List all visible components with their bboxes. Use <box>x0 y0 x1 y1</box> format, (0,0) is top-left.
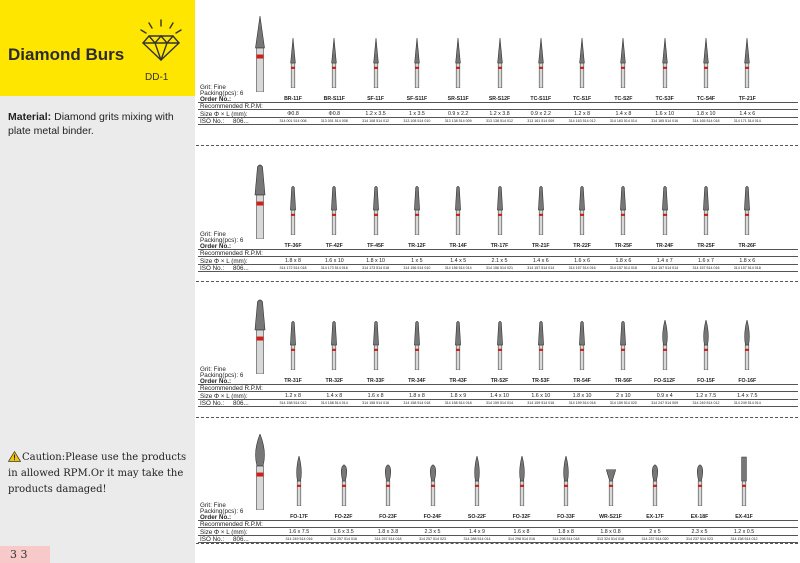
order-number: FO-15F <box>697 378 715 384</box>
row-label-iso: ISO No.: <box>200 400 225 407</box>
size-value: 1.8 x 0.8 <box>600 529 621 535</box>
iso-prefix: 806... <box>233 400 249 407</box>
bur-image <box>741 185 753 240</box>
section-divider <box>196 417 798 418</box>
caution-label: Caution <box>22 452 62 463</box>
size-value: 1.2 x 0.5 <box>733 529 755 535</box>
iso-number: 314 156 514 021 <box>486 266 513 270</box>
row-label-grit: Grit: Fine <box>200 366 226 373</box>
row-label-rpm: Recommended R.P.M: <box>200 385 263 392</box>
bur-image <box>741 38 753 93</box>
bur-image <box>700 38 712 93</box>
size-value: 1.8 x 10 <box>572 393 592 399</box>
size-value: 1.6 x 8 <box>367 393 384 399</box>
size-value: 1.4 x 6 <box>532 258 549 264</box>
iso-number: 314 158 514 016 <box>362 401 390 405</box>
iso-number: 314 298 514 016 <box>508 537 535 541</box>
order-number: TR-53F <box>532 378 550 384</box>
caution-text: :Please use the products in allowed RPM.Or it may take the products damaged! <box>8 452 187 495</box>
iso-number: 313 001 514 008 <box>320 119 348 123</box>
iso-number: 314 158 514 018 <box>444 401 472 405</box>
size-value: 1 x 5 <box>411 258 423 264</box>
material-text: Diamond grits mixing with plate metal binder. <box>8 111 174 137</box>
bur-image <box>452 185 464 240</box>
table-rule <box>198 399 798 400</box>
size-value: 1.6 x 10 <box>324 258 344 264</box>
size-value: 1.2 x 3.5 <box>365 111 386 117</box>
page-title: Diamond Burs <box>8 45 125 64</box>
table-rule <box>198 264 798 265</box>
order-number: TR-31F <box>284 378 302 384</box>
row-label-size: Size Φ × L (mm): <box>200 393 248 400</box>
bur-image <box>617 38 629 93</box>
size-value: 1.4 x 10 <box>490 393 509 399</box>
material-description <box>8 110 188 138</box>
reference-bur-image <box>251 434 269 515</box>
order-number: TC-S4F <box>696 96 716 102</box>
bur-image <box>328 38 340 93</box>
bur-image <box>535 38 547 93</box>
size-value: 1.6 x 6 <box>574 258 591 264</box>
bur-image <box>535 185 547 240</box>
row-label-order: Order No.: <box>200 514 232 521</box>
bur-image <box>471 456 483 511</box>
bur-image <box>659 185 671 240</box>
bur-image <box>452 320 464 375</box>
size-value: 1.4 x 6 <box>739 111 756 117</box>
size-value: 1.4 x 8 <box>326 393 343 399</box>
row-label-rpm: Recommended R.P.M: <box>200 250 263 257</box>
bur-image <box>287 320 299 375</box>
size-value: 2.3 x 5 <box>424 529 441 535</box>
size-value: 1.6 x 3.5 <box>333 529 354 535</box>
iso-number: 313 108 514 010 <box>403 119 431 123</box>
bur-image <box>700 320 712 375</box>
size-value: 1 x 3.5 <box>408 111 425 117</box>
iso-number: 314 158 514 018 <box>403 401 431 405</box>
iso-number: 314 158 514 012 <box>730 537 758 541</box>
size-value: 1.8 x 3.8 <box>377 529 399 535</box>
order-number: TR-26F <box>738 243 757 249</box>
row-label-iso: ISO No.: <box>200 265 225 272</box>
iso-number: 314 163 514 012 <box>568 119 596 123</box>
order-number: EX-18F <box>690 514 709 520</box>
order-number: FO-17F <box>290 514 308 520</box>
table-rule <box>198 406 798 407</box>
size-value: 1.8 x 6 <box>615 258 632 264</box>
row-label-grit: Grit: Fine <box>200 231 226 238</box>
size-value: 1.6 x 7 <box>698 258 714 264</box>
size-value: 2 x 10 <box>616 393 631 399</box>
row-label-size: Size Φ × L (mm): <box>200 529 248 536</box>
iso-number: 314 157 514 016 <box>692 266 720 270</box>
order-number: TR-32F <box>325 378 344 384</box>
iso-number: 314 156 514 014 <box>444 266 472 270</box>
iso-number: 314 172 514 018 <box>279 266 307 270</box>
diamond-icon <box>137 18 185 62</box>
order-number: SO-22F <box>467 514 487 520</box>
table-rule <box>198 271 798 272</box>
section-divider <box>196 145 798 146</box>
bur-image <box>700 185 712 240</box>
iso-number: 314 157 514 018 <box>609 266 637 270</box>
product-section <box>195 0 800 145</box>
bur-image <box>738 456 750 511</box>
order-number: WR-S21F <box>599 514 622 520</box>
iso-number: 314 157 514 018 <box>733 266 761 270</box>
order-number: TF-36F <box>284 243 302 249</box>
reference-bur-image <box>251 163 269 244</box>
row-label-packing: Packing(pcs): 6 <box>200 90 244 97</box>
order-number: SF-S11F <box>406 96 428 102</box>
order-number: TR-43F <box>449 378 467 384</box>
order-number: TC-S3F <box>655 96 674 102</box>
row-label-order: Order No.: <box>200 96 232 103</box>
bur-image <box>605 456 617 511</box>
size-value: 0.9 x 2.2 <box>530 111 551 117</box>
size-value: 1.4 x 8 <box>615 111 632 117</box>
bur-image <box>287 185 299 240</box>
size-value: 1.6 x 7.5 <box>288 529 310 535</box>
iso-number: 314 157 514 016 <box>568 266 596 270</box>
order-number: FO-32F <box>512 514 531 520</box>
size-value: 1.8 x 10 <box>696 111 716 117</box>
bur-image <box>576 38 588 93</box>
bur-image <box>411 38 423 93</box>
iso-number: 314 237 514 023 <box>686 537 713 541</box>
bur-image <box>617 185 629 240</box>
header-box <box>0 0 195 96</box>
bur-image <box>293 456 305 511</box>
bur-image <box>370 185 382 240</box>
bur-image <box>535 320 547 375</box>
bur-image <box>741 320 753 375</box>
bur-image <box>370 320 382 375</box>
iso-number: 313 324 514 018 <box>597 537 624 541</box>
size-value: 2.1 x 5 <box>491 258 508 264</box>
product-section <box>195 282 800 417</box>
table-rule <box>198 249 798 250</box>
size-value: Φ0.8 <box>328 111 341 117</box>
bur-image <box>649 456 661 511</box>
bur-image <box>328 320 340 375</box>
iso-number: 314 157 514 014 <box>527 266 555 270</box>
order-number: FO-23F <box>379 514 397 520</box>
iso-number: 314 159 514 016 <box>527 401 555 405</box>
row-label-packing: Packing(pcs): 6 <box>200 508 244 515</box>
material-label: Material: <box>8 111 52 123</box>
bur-image <box>494 38 506 93</box>
row-label-iso: ISO No.: <box>200 118 225 125</box>
bur-image <box>516 456 528 511</box>
row-label-size: Size Φ × L (mm): <box>200 258 248 265</box>
caution-note <box>8 450 193 498</box>
iso-number: 314 159 514 014 <box>486 401 513 405</box>
size-value: 2 x 5 <box>649 529 661 535</box>
order-number: SR-S12F <box>488 96 511 102</box>
order-number: TR-33F <box>366 378 385 384</box>
row-label-iso: ISO No.: <box>200 536 225 543</box>
order-number: FO-16F <box>738 378 757 384</box>
iso-number: 314 257 514 023 <box>419 537 446 541</box>
bur-image <box>494 185 506 240</box>
bur-image <box>328 185 340 240</box>
bur-image <box>659 38 671 93</box>
sidebar-panel <box>0 0 195 563</box>
order-number: TF-45F <box>367 243 385 249</box>
order-number: TC-S2F <box>614 96 633 102</box>
size-value: 1.2 x 7.5 <box>695 393 717 399</box>
table-rule <box>198 124 798 125</box>
bur-image <box>382 456 394 511</box>
iso-number: 314 156 514 010 <box>403 266 431 270</box>
order-number: FO-S12F <box>654 378 676 384</box>
order-number: BR-11F <box>284 96 302 102</box>
bur-image <box>617 320 629 375</box>
order-number: FO-22F <box>334 514 353 520</box>
bur-image <box>694 456 706 511</box>
iso-number: 314 001 514 008 <box>279 119 307 123</box>
row-label-rpm: Recommended R.P.M: <box>200 103 263 110</box>
row-label-rpm: Recommended R.P.M: <box>200 521 263 528</box>
warning-icon <box>8 451 21 462</box>
order-number: TR-56F <box>614 378 633 384</box>
bur-image <box>494 320 506 375</box>
iso-number: 314 159 514 020 <box>609 401 637 405</box>
table-rule <box>198 520 798 521</box>
iso-number: 314 171 514 014 <box>733 119 761 123</box>
size-value: Φ0.8 <box>287 111 299 117</box>
size-value: 1.4 x 5 <box>450 258 467 264</box>
iso-number: 314 108 514 012 <box>362 119 390 123</box>
order-number: TR-25F <box>697 243 715 249</box>
row-label-size: Size Φ × L (mm): <box>200 111 248 118</box>
row-label-packing: Packing(pcs): 6 <box>200 372 244 379</box>
bur-image <box>370 38 382 93</box>
iso-number: 314 157 514 014 <box>651 266 679 270</box>
row-label-order: Order No.: <box>200 378 232 385</box>
row-label-grit: Grit: Fine <box>200 84 226 91</box>
size-value: 2.3 x 5 <box>691 529 708 535</box>
iso-number: 314 163 514 014 <box>609 119 637 123</box>
table-rule <box>198 384 798 385</box>
size-value: 1.6 x 10 <box>531 393 551 399</box>
product-section <box>195 147 800 281</box>
order-number: TR-34F <box>408 378 426 384</box>
table-rule <box>198 527 798 528</box>
row-label-packing: Packing(pcs): 6 <box>200 237 244 244</box>
section-divider <box>196 281 798 282</box>
iso-number: 314 165 514 016 <box>651 119 679 123</box>
order-number: TF-42F <box>325 243 343 249</box>
order-number: SF-11F <box>367 96 385 102</box>
reference-bur-image <box>251 298 269 379</box>
iso-number: 314 249 514 012 <box>692 401 720 405</box>
iso-number: 314 158 514 012 <box>279 401 307 405</box>
table-rule <box>198 109 798 110</box>
iso-number: 314 288 514 014 <box>463 537 491 541</box>
product-section <box>195 418 800 543</box>
page-number: 3 3 <box>0 546 50 563</box>
size-value: 1.8 x 9 <box>450 393 467 399</box>
order-number: TR-12F <box>408 243 426 249</box>
iso-number: 314 165 514 018 <box>692 119 720 123</box>
order-number: TR-52F <box>490 378 509 384</box>
size-value: 1.6 x 10 <box>655 111 675 117</box>
size-value: 1.4 x 7 <box>656 258 673 264</box>
size-value: 1.8 x 8 <box>285 258 301 264</box>
size-value: 1.4 x 7.5 <box>737 393 758 399</box>
iso-prefix: 806... <box>233 118 249 125</box>
order-number: TC-S1F <box>573 96 592 102</box>
table-rule <box>198 102 798 103</box>
bur-image <box>659 320 671 375</box>
reference-bur-image <box>251 16 269 97</box>
size-value: 1.2 x 8 <box>285 393 301 399</box>
order-number: EX-41F <box>735 514 753 520</box>
order-number: FO-33F <box>557 514 575 520</box>
iso-number: 314 173 514 016 <box>320 266 348 270</box>
iso-number: 314 247 514 009 <box>651 401 679 405</box>
bur-image <box>427 456 439 511</box>
order-number: TR-21F <box>532 243 550 249</box>
iso-number: 314 237 514 020 <box>641 537 669 541</box>
order-number: TR-14F <box>449 243 467 249</box>
bur-image <box>452 38 464 93</box>
bur-image <box>411 320 423 375</box>
bur-image <box>560 456 572 511</box>
bur-image <box>287 38 299 93</box>
order-number: TR-25F <box>614 243 633 249</box>
order-number: TR-22F <box>573 243 591 249</box>
table-rule <box>198 256 798 257</box>
size-value: 0.9 x 4 <box>656 393 673 399</box>
size-value: 0.9 x 2.2 <box>448 111 469 117</box>
size-value: 1.8 x 8 <box>408 393 425 399</box>
order-number: EX-17F <box>646 514 664 520</box>
iso-number: 314 257 514 018 <box>374 537 402 541</box>
table-rule <box>198 117 798 118</box>
order-number: TR-17F <box>490 243 509 249</box>
bur-image <box>576 185 588 240</box>
size-value: 1.8 x 6 <box>739 258 756 264</box>
order-number: FO-24F <box>423 514 442 520</box>
iso-number: 314 158 514 014 <box>320 401 348 405</box>
iso-number: 314 249 514 016 <box>285 537 313 541</box>
iso-number: 313 138 514 012 <box>486 119 513 123</box>
order-number: BR-S11F <box>323 96 345 102</box>
size-value: 1.2 x 8 <box>574 111 591 117</box>
size-value: 1.2 x 3.8 <box>489 111 510 117</box>
iso-number: 313 161 514 009 <box>527 119 555 123</box>
size-value: 1.4 x 9 <box>469 529 485 535</box>
iso-number: 314 257 514 016 <box>330 537 357 541</box>
order-number: TC-S11F <box>530 96 552 102</box>
iso-number: 314 159 514 018 <box>568 401 596 405</box>
table-rule <box>198 391 798 392</box>
iso-number: 314 173 514 018 <box>362 266 390 270</box>
iso-prefix: 806... <box>233 265 249 272</box>
bur-image <box>576 320 588 375</box>
table-rule <box>198 535 798 536</box>
size-value: 1.8 x 10 <box>366 258 386 264</box>
iso-number: 314 298 514 018 <box>552 537 580 541</box>
order-number: TR-54F <box>573 378 591 384</box>
order-number: SR-S11F <box>447 96 469 102</box>
section-divider <box>196 543 798 544</box>
bur-image <box>411 185 423 240</box>
bur-image <box>338 456 350 511</box>
catalog-code: DD-1 <box>145 72 169 83</box>
order-number: TR-24F <box>655 243 674 249</box>
iso-number: 314 249 514 014 <box>733 401 761 405</box>
iso-prefix: 806... <box>233 536 249 543</box>
size-value: 1.6 x 8 <box>513 529 530 535</box>
size-value: 1.8 x 8 <box>558 529 574 535</box>
row-label-order: Order No.: <box>200 243 232 250</box>
row-label-grit: Grit: Fine <box>200 502 226 509</box>
order-number: TF-21F <box>738 96 756 102</box>
iso-number: 313 138 514 009 <box>444 119 472 123</box>
